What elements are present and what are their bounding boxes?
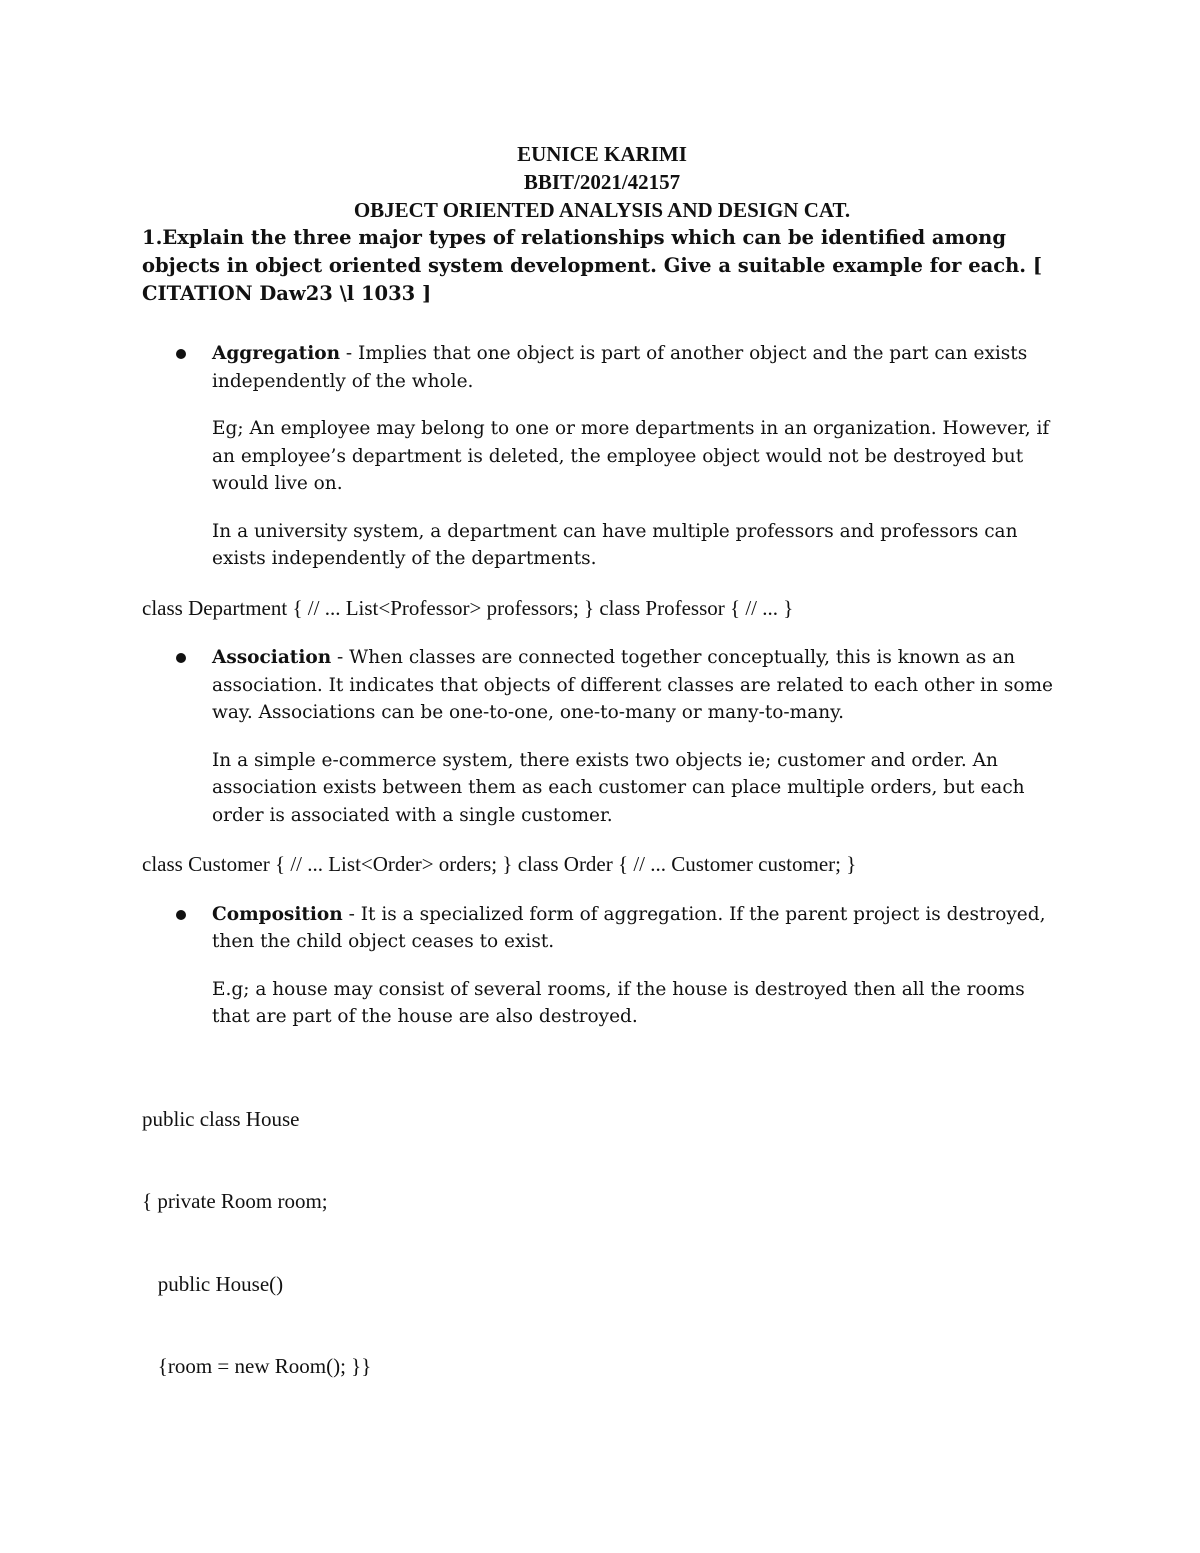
aggregation-bullet: [212, 340, 1062, 395]
aggregation-code: class Department { // ... List<Professor> professors; } class Professor { // ... }: [142, 595, 794, 620]
aggregation-term: Aggregation: [212, 343, 341, 364]
association-term: Association: [212, 647, 332, 668]
question-text: 1.Explain the three major types of relationships which can be identified among objects in object oriented system development. Give a suitable example for each. [ CITATION Daw23 \l 1033 ]: [142, 226, 1043, 305]
composition-definition-text: - It is a specialized form of aggregation. If the parent project is destroyed, then the child object ceases to exist.: [212, 903, 1046, 952]
aggregation-definition-text: - Implies that one object is part of another object and the part can exists independently of the whole.: [212, 343, 1028, 392]
bullet-icon: [176, 349, 186, 359]
bullet-icon: [176, 653, 186, 663]
association-code: class Customer { // ... List<Order> orders; } class Order { // ... Customer customer; }: [142, 852, 857, 876]
bullet-icon: [176, 910, 186, 920]
code-line: public House(): [142, 1271, 284, 1296]
document-title: OBJECT ORIENTED ANALYSIS AND DESIGN CAT.: [353, 198, 851, 222]
composition-definition: [212, 901, 1062, 956]
code-line: public class House: [142, 1106, 300, 1131]
association-bullet: [212, 644, 1062, 727]
composition-term: Composition: [212, 903, 343, 925]
code-line: {room = new Room(); }}: [142, 1354, 372, 1378]
code-line: { private Room room;: [142, 1189, 328, 1213]
association-example-1: In a simple e-commerce system, there exists two objects ie; customer and order. An association exists between them as each customer can place multiple orders, but each order is associated with a single customer.: [212, 749, 1025, 826]
registration-number: BBIT/2021/42157: [523, 170, 681, 194]
composition-code: [142, 1051, 1062, 1436]
aggregation-definition: [212, 340, 1062, 395]
document-header: [142, 140, 1062, 224]
author-name: EUNICE KARIMI: [517, 142, 687, 166]
association-definition-text: - When classes are connected together conceptually, this is known as an association. It indicates that objects of different classes are related to each other in some way. Associations can be one-to-one, one-to-many or many-to-many.: [212, 647, 1054, 723]
association-definition: [212, 644, 1062, 727]
document-page: [142, 140, 1062, 1436]
composition-example-1: E.g; a house may consist of several rooms, if the house is destroyed then all the rooms that are part of the house are also destroyed.: [212, 978, 1025, 1027]
composition-bullet: [212, 901, 1062, 956]
aggregation-example-2: In a university system, a department can have multiple professors and professors can exists independently of the departments.: [212, 520, 1018, 569]
aggregation-example-1: Eg; An employee may belong to one or more departments in an organization. However, if an employee’s department is deleted, the employee object would not be destroyed but would live on.: [212, 418, 1050, 494]
